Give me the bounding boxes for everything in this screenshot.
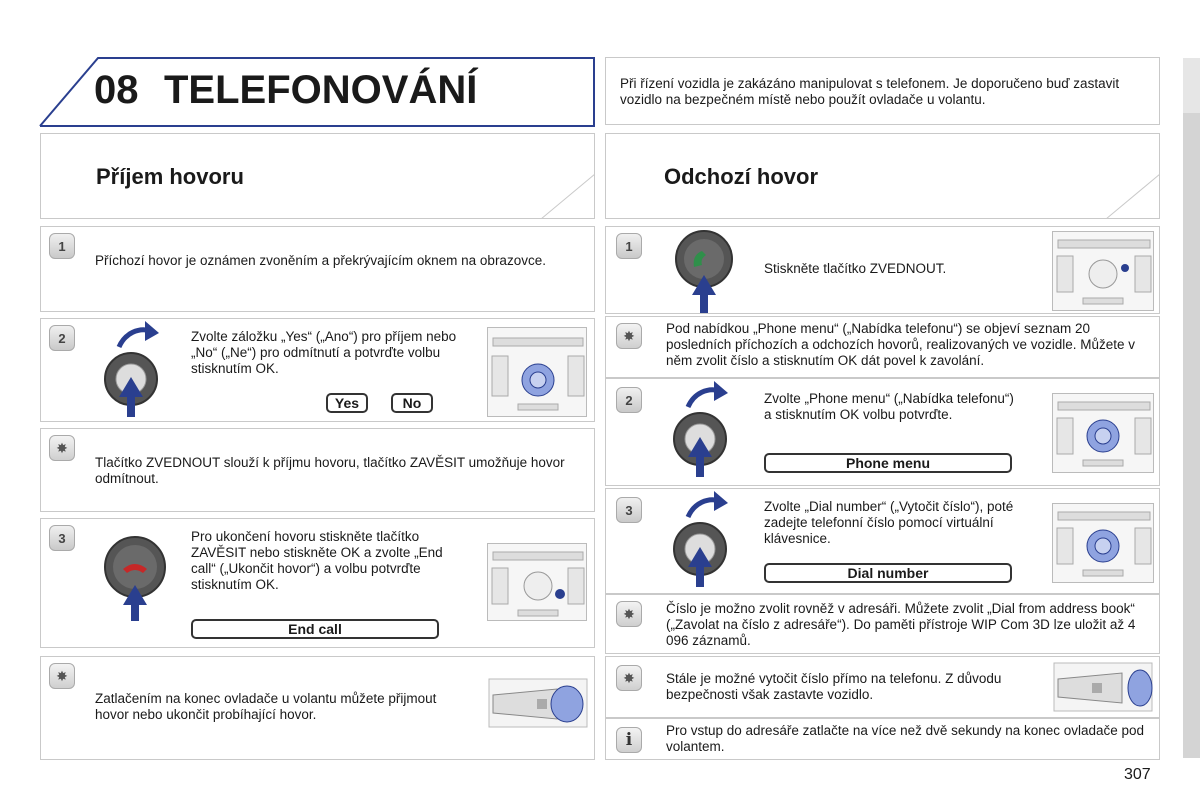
call-step-1 — [605, 226, 1160, 314]
answer-button-icon — [670, 229, 740, 315]
receive-tip-1 — [40, 428, 595, 512]
receive-tip-2 — [40, 656, 595, 760]
radio-panel-drawing — [1053, 504, 1155, 584]
left-heading-box — [40, 133, 595, 219]
step-text: Zvolte „Dial number“ („Vytočit číslo“), poté zadejte telefonní číslo pomocí virtuální klávesnice. — [764, 499, 1014, 546]
step-text: Stiskněte tlačítko ZVEDNOUT. — [764, 261, 947, 276]
yes-button[interactable]: Yes — [326, 393, 368, 413]
right-heading: Odchozí hovor — [664, 164, 818, 189]
tip-text: Zatlačením na konec ovladače u volantu můžete přijmout hovor nebo ukončit probíhající hovor. — [95, 691, 437, 722]
call-tip-1 — [605, 316, 1160, 378]
receive-step-2 — [40, 318, 595, 422]
info-text: Pro vstup do adresáře zatlačte na více než dvě sekundy na konec ovladače pod volantem. — [666, 723, 1145, 754]
end-call-button[interactable]: End call — [191, 619, 439, 639]
step-text: Zvolte „Phone menu“ („Nabídka telefonu“) a stisknutím OK volbu potvrďte. — [764, 391, 1014, 422]
tip-text: Číslo je možno zvolit rovněž v adresáři. Můžete zvolit „Dial from address book“ („Zavolat na číslo z adresáře“). Do paměti přístroje WIP Com 3D lze uložit až 4 096 záznamů. — [666, 601, 1136, 648]
tip-icon: ✸ — [616, 601, 642, 627]
call-step-2 — [605, 378, 1160, 486]
left-heading: Příjem hovoru — [96, 164, 244, 189]
radio-panel-image — [1052, 231, 1154, 311]
rotary-knob-icon — [670, 379, 740, 483]
receive-step-1 — [40, 226, 595, 312]
right-heading-box — [605, 133, 1160, 219]
tip-text: Tlačítko ZVEDNOUT slouží k příjmu hovoru, tlačítko ZAVĚSIT umožňuje hovor odmítnout. — [95, 455, 565, 486]
tip-icon: ✸ — [49, 663, 75, 689]
corner-fold — [541, 174, 595, 219]
call-step-3 — [605, 488, 1160, 594]
chapter-number: 08 — [94, 68, 139, 112]
call-tip-3 — [605, 656, 1160, 718]
dial-number-button[interactable]: Dial number — [764, 563, 1012, 583]
steering-stalk-icon — [487, 677, 589, 729]
step-badge: 3 — [49, 525, 75, 551]
radio-panel-image — [1052, 393, 1154, 473]
step-text: Zvolte záložku „Yes“ („Ano“) pro příjem nebo „No“ („Ne“) pro odmítnutí a potvrďte volbu stisknutím OK. — [191, 329, 457, 376]
step-text: Příchozí hovor je oznámen zvoněním a překrývajícím oknem na obrazovce. — [95, 253, 546, 268]
step-badge: 1 — [49, 233, 75, 259]
step-badge: 3 — [616, 497, 642, 523]
steering-stalk-icon — [1052, 661, 1154, 713]
page-number: 307 — [1124, 766, 1151, 783]
radio-panel-image — [487, 327, 587, 417]
side-tab-highlight — [1183, 58, 1200, 113]
radio-panel-drawing — [488, 328, 588, 418]
tip-icon: ✸ — [49, 435, 75, 461]
radio-panel-image — [1052, 503, 1154, 583]
radio-panel-drawing — [1053, 232, 1155, 312]
info-icon: i — [616, 727, 642, 753]
rotary-knob-icon — [101, 319, 171, 423]
step-badge: 2 — [616, 387, 642, 413]
phone-menu-button[interactable]: Phone menu — [764, 453, 1012, 473]
call-tip-2 — [605, 594, 1160, 654]
step-text: Pro ukončení hovoru stiskněte tlačítko ZAVĚSIT nebo stiskněte OK a zvolte „End call“ („Ukončit hovor“) a volbu potvrďte stisknutím OK. — [191, 529, 443, 592]
receive-step-3 — [40, 518, 595, 648]
tip-icon: ✸ — [616, 665, 642, 691]
rotary-knob-icon — [670, 489, 740, 593]
radio-panel-drawing — [488, 544, 588, 622]
tip-text: Pod nabídkou „Phone menu“ („Nabídka telefonu“) se objeví seznam 20 posledních příchozích a odchozích hovorů, realizovaných ve vozidle. Můžete v něm zvolit číslo a stisknutím OK dát povel k zavolání. — [666, 321, 1136, 368]
step-badge: 2 — [49, 325, 75, 351]
hangup-button-icon — [101, 533, 171, 623]
chapter-header — [38, 56, 596, 128]
warning-box — [605, 57, 1160, 125]
step-badge: 1 — [616, 233, 642, 259]
call-info — [605, 718, 1160, 760]
chapter-title: TELEFONOVÁNÍ — [164, 68, 478, 112]
tip-icon: ✸ — [616, 323, 642, 349]
radio-panel-drawing — [1053, 394, 1155, 474]
tip-text: Stále je možné vytočit číslo přímo na telefonu. Z důvodu bezpečnosti však zastavte vozidlo. — [666, 671, 1002, 702]
radio-panel-image — [487, 543, 587, 621]
warning-text: Při řízení vozidla je zakázáno manipulovat s telefonem. Je doporučeno buď zastavit vozidlo na bezpečném místě nebo použít ovladače u volantu. — [620, 76, 1120, 107]
side-tab — [1183, 58, 1200, 758]
corner-fold — [1106, 174, 1160, 219]
no-button[interactable]: No — [391, 393, 433, 413]
